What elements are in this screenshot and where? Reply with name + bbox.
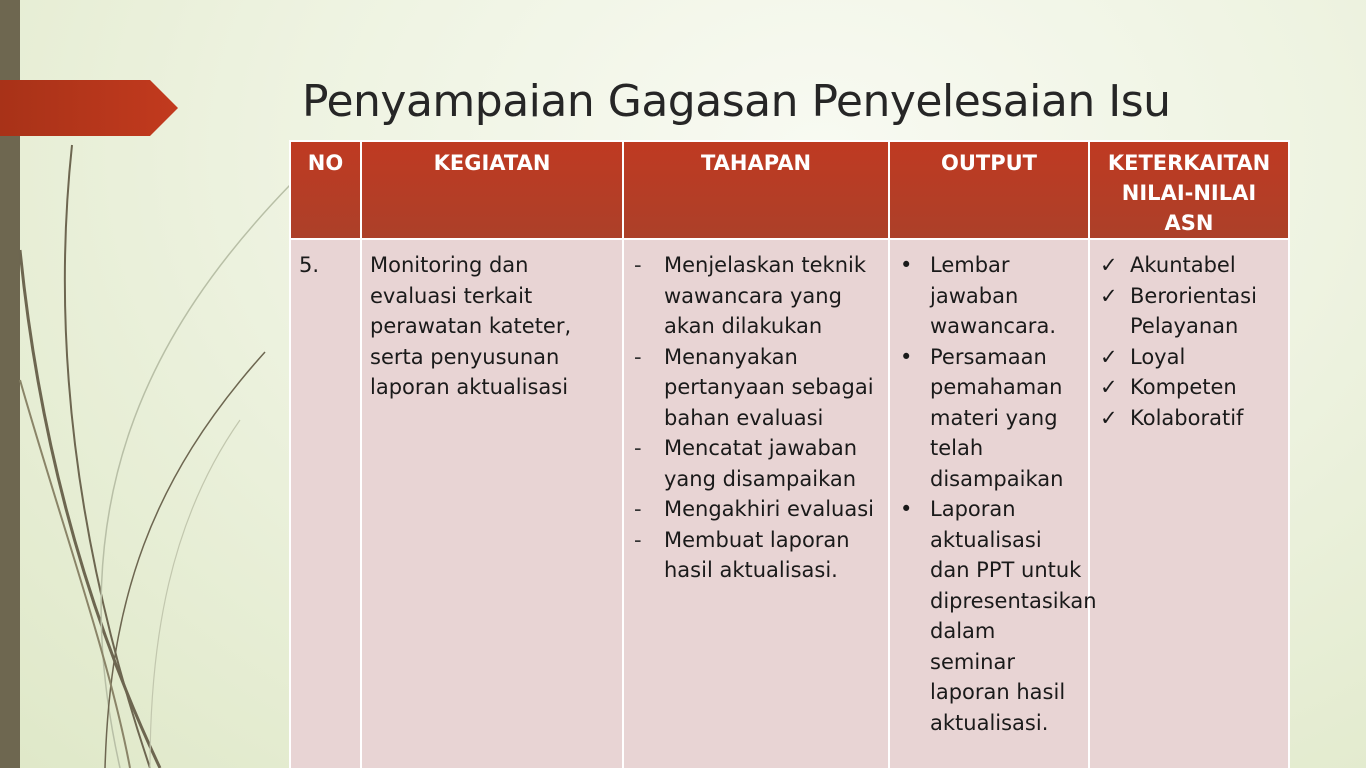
dash-marker: - [634, 497, 642, 521]
tahapan-list [632, 250, 882, 586]
output-item [898, 250, 1082, 342]
output-list [898, 250, 1097, 738]
tahapan-item-text: Mencatat jawaban yang disampaikan [664, 436, 858, 491]
keterkaitan-list [1098, 250, 1282, 433]
checkmark-icon: ✓ [1100, 283, 1118, 308]
tahapan-item-text: Membuat laporan hasil aktualisasi. [664, 527, 850, 582]
header-keterkaitan: KETERKAITAN NILAI-NILAI ASN [1089, 141, 1289, 239]
keterkaitan-item [1098, 372, 1282, 403]
keterkaitan-item [1098, 250, 1282, 281]
cell-output [889, 239, 1097, 768]
table-row [290, 239, 1289, 768]
dash-marker: - [634, 527, 642, 552]
keterkaitan-item-text: Kompeten [1130, 375, 1237, 399]
output-item-text: Persamaan pemahaman materi yang telah disampaikan [930, 344, 1064, 491]
table-header-row [290, 141, 1289, 239]
header-no: NO [290, 141, 361, 239]
checkmark-icon: ✓ [1100, 253, 1118, 277]
output-item-text: Lembar jawaban wawancara. [930, 253, 1056, 338]
output-item-text: Laporan aktualisasi dan PPT untuk dipresentasikan dalam seminar laporan hasil aktualisasi. [930, 497, 1097, 735]
keterkaitan-item [1098, 342, 1282, 373]
tahapan-item-text: Menjelaskan teknik wawancara yang akan dilakukan [664, 253, 867, 338]
tahapan-item [632, 525, 882, 586]
bullet-icon: • [900, 344, 913, 369]
checkmark-icon: ✓ [1100, 375, 1118, 399]
output-item [898, 342, 1082, 495]
checkmark-icon: ✓ [1100, 405, 1118, 430]
dash-marker: - [634, 253, 642, 277]
keterkaitan-item-text: Akuntabel [1130, 253, 1236, 277]
tahapan-item-text: Menanyakan pertanyaan sebagai bahan evaluasi [664, 344, 874, 430]
keterkaitan-item-text: Berorientasi Pelayanan [1130, 283, 1257, 338]
cell-kegiatan: Monitoring dan evaluasi terkait perawatan kateter, serta penyusunan laporan aktualisasi [361, 239, 623, 768]
tahapan-item [632, 433, 882, 494]
tahapan-item [632, 494, 882, 525]
tahapan-item-text: Mengakhiri evaluasi [664, 497, 874, 521]
cell-keterkaitan [1089, 239, 1289, 768]
keterkaitan-item [1098, 281, 1282, 342]
header-output: OUTPUT [889, 141, 1089, 239]
checkmark-icon: ✓ [1100, 344, 1118, 369]
keterkaitan-item-text: Kolaboratif [1130, 405, 1244, 430]
page-title: Penyampaian Gagasan Penyelesaian Isu [302, 76, 1171, 127]
bullet-icon: • [900, 253, 913, 277]
keterkaitan-item-text: Loyal [1130, 344, 1186, 369]
tahapan-item [632, 250, 882, 342]
activity-table [289, 140, 1290, 768]
tahapan-item [632, 342, 882, 434]
output-item [898, 494, 1097, 738]
dash-marker: - [634, 344, 642, 369]
title-arrow-tab [0, 80, 178, 136]
dash-marker: - [634, 436, 642, 460]
header-tahapan: TAHAPAN [623, 141, 889, 239]
cell-no: 5. [290, 239, 361, 768]
cell-tahapan [623, 239, 889, 768]
bullet-icon: • [900, 497, 913, 521]
keterkaitan-item [1098, 403, 1282, 434]
header-kegiatan: KEGIATAN [361, 141, 623, 239]
